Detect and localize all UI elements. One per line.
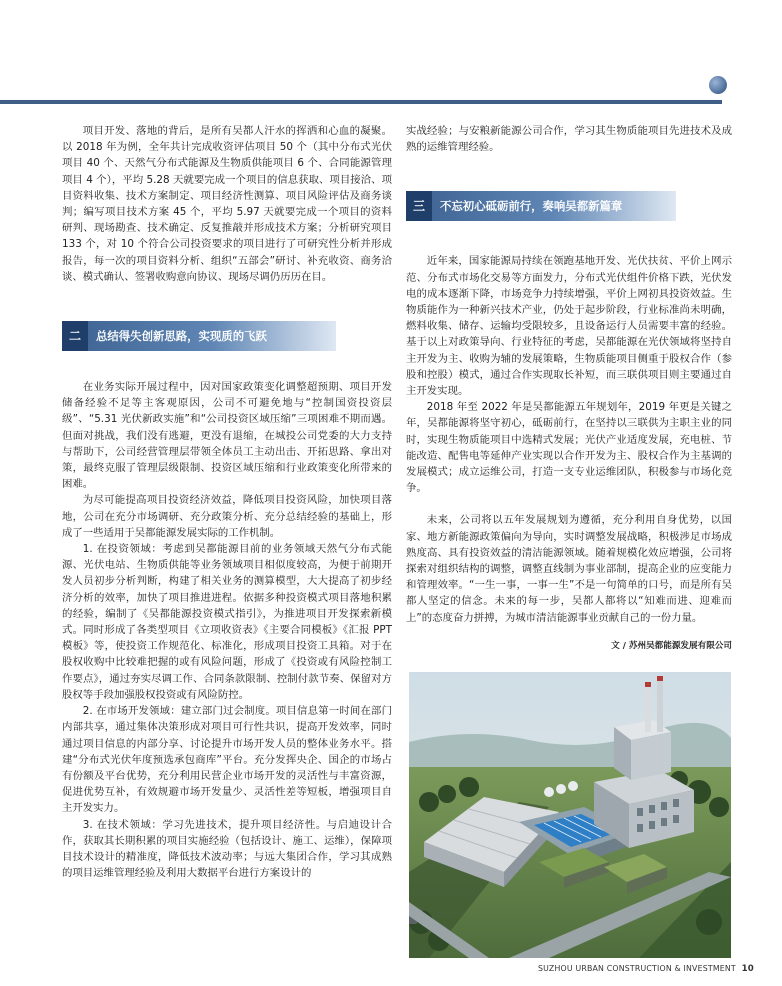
publication-name: SUZHOU URBAN CONSTRUCTION & INVESTMENT	[538, 964, 736, 973]
left-column	[62, 123, 392, 881]
paragraph: 为尽可能提高项目投资经济效益，降低项目投资风险，加快项目落地，公司在充分市场调研、充分政策分析、充分总结经验的基础上，形成了一些适用于吴都能源发展实际的工作机制。	[62, 494, 392, 539]
paragraph: 未来，公司将以五年发展规划为遵循，充分利用自身优势，以国家、地方新能源政策偏向为导向，实时调整发展战略，积极涉足市场成熟度高、具有投资效益的清洁能源领域。随着规模化效应增强，公司将探索对组织结构的调整，调整直线制为事业部制，提高企业的应变能力和管理效率。“一生一事，一事一生”不是一句简单的口号，而是所有吴都人坚定的信念。未来的每一步，吴都人都将以“知难而进、迎难而上”的态度奋力拼搏，为城市清洁能源事业贡献自己的一份力量。	[406, 514, 732, 624]
section-number: 二	[62, 321, 88, 351]
paragraph: 在业务实际开展过程中，因对国家政策变化调整超预期、项目开发储备经验不足等主客观原因，公司不可避免地与“控制国资投资层级”、“5.31 光伏新政实施”和“公司投资区域压缩”三项困难不期而遇。但面对挑战，我们没有逃避，更没有退缩，在城投公司党委的大力支持与帮助下，公司经营管理层带领全体员工主动出击、开拓思路、拿出对策，最终克服了管理层级限制、投资区域压缩和行业政策变化所带来的困难。	[62, 381, 392, 491]
section-heading-2	[62, 321, 336, 351]
paragraph: 近年来，国家能源局持续在领跑基地开发、光伏扶贫、平价上网示范、分布式市场化交易等方面发力，分布式光伏组件价格下跌，光伏发电的成本逐渐下降，市场竞争力持续增强，平价上网初具投资效益。生物质能作为一种新兴技术产业，仍处于起步阶段，行业标准尚未明确，燃料收集、储存、运输均受限较多，且设备运行人员需要丰富的经验。基于以上对政策导向、行业特征的考虑，吴都能源在光伏领域将坚持自主开发为主、收购为辅的发展策略，生物质能项目侧重于股权合作（参股和控股）模式，通过合作实现取长补短，而三联供项目则主要通过自主开发实现。	[406, 255, 732, 398]
header-rule	[0, 100, 722, 104]
header-dot-icon	[709, 76, 727, 94]
paragraph: 1. 在投资领域：考虑到吴都能源目前的业务领域天然气分布式能源、光伏电站、生物质供能等业务领域项目相似度较高，为便于前期开发人员初步分析判断，构建了相关业务的测算模型，大大提高了初步经济分析的效率，加快了项目推进进程。依据多种投资模式项目落地积累的经验，编制了《吴都能源投资模式指引》，为推进项目开发探索新模式。同时形成了各类型项目《立项收资表》《主要合同模板》《汇报 PPT 模板》等，使投资工作规范化、标准化，形成项目投资工具箱。对于在股权收购中比较难把握的或有风险问题，形成了《投资或有风险控制工作要点》，通过夯实尽调工作、合同条款限制、控制付款节奏、保留对方股权等手段加强股权投资或有风险防控。	[62, 543, 392, 701]
section-heading-3	[406, 191, 676, 221]
author-credit: 文 / 苏州吴都能源发展有限公司	[611, 640, 732, 651]
paragraph: 实战经验；与安粮新能源公司合作，学习其生物质能项目先进技术及成熟的运维管理经验。	[406, 125, 732, 154]
paragraph: 2. 在市场开发领域：建立部门过会制度。项目信息第一时间在部门内部共享，通过集体决策形成对项目可行性共识，提高开发效率，同时通过项目信息的内部分享、讨论提升市场开发人员的整体业务水平。搭建“分布式光伏年度预选承包商库”平台。充分发挥央企、国企的市场占有份额及平台优势，充分利用民营企业市场开发的灵活性与丰富资源，促进优势互补，有效规避市场开发量少、灵活性差等短板，增强项目自主开发实力。	[62, 705, 392, 815]
page-footer	[538, 964, 754, 974]
section-number: 三	[406, 191, 432, 221]
right-column	[406, 123, 732, 654]
paragraph: 3. 在技术领域：学习先进技术，提升项目经济性。与启迪设计合作，获取其长期积累的项目实施经验（包括设计、施工、运维），保障项目技术设计的精准度，降低技术波动率；与远大集团合作，学习其成熟的项目运维管理经验及利用大数据平台进行方案设计的	[62, 818, 392, 880]
paragraph: 项目开发、落地的背后，是所有吴都人汗水的挥洒和心血的凝聚。以 2018 年为例，全年共计完成收资评估项目 50 个（其中分布式光伏项目 40 个、天然气分布式能源及生物质供能项目 6 个、合同能源管理项目 4 个），平均 5.28 天就要完成一个项目的信息获取、项目接洽、项目资料收集、技术方案制定、项目经济性测算、项目风险评估及商务谈判；编写项目技术方案 45 个，平均 5.97 天就要完成一个项目的资料研判、现场勘查、技术确定、反复推敲并形成技术方案；分析研究项目 133 个，对 10 个符合公司投资要求的项目进行了可研究性分析并形成报告，每一次的项目资料分析、组织“五部会”研讨、补充收资、商务洽谈、模式确认、签署收购意向协议、现场尽调仍历历在目。	[62, 125, 392, 283]
page-number: 10	[741, 964, 754, 974]
section-title: 不忘初心砥砺前行，奏响吴都新篇章	[440, 199, 623, 214]
paragraph: 2018 年至 2022 年是吴都能源五年规划年，2019 年更是关键之年，吴都能源将坚守初心，砥砺前行，在坚持以三联供为主职主业的同时，实现生物质能项目中选精式发展；光伏产业适度发展，充电桩、节能改造、配售电等延伸产业实现以合作开发为主、股权合作为主基调的发展模式；成立运维公司，打造一支专业运维团队，积极参与市场化竞争。	[406, 401, 732, 495]
energy-station-aerial-photo	[409, 672, 731, 958]
section-title: 总结得失创新思路，实现质的飞跃	[96, 328, 267, 343]
